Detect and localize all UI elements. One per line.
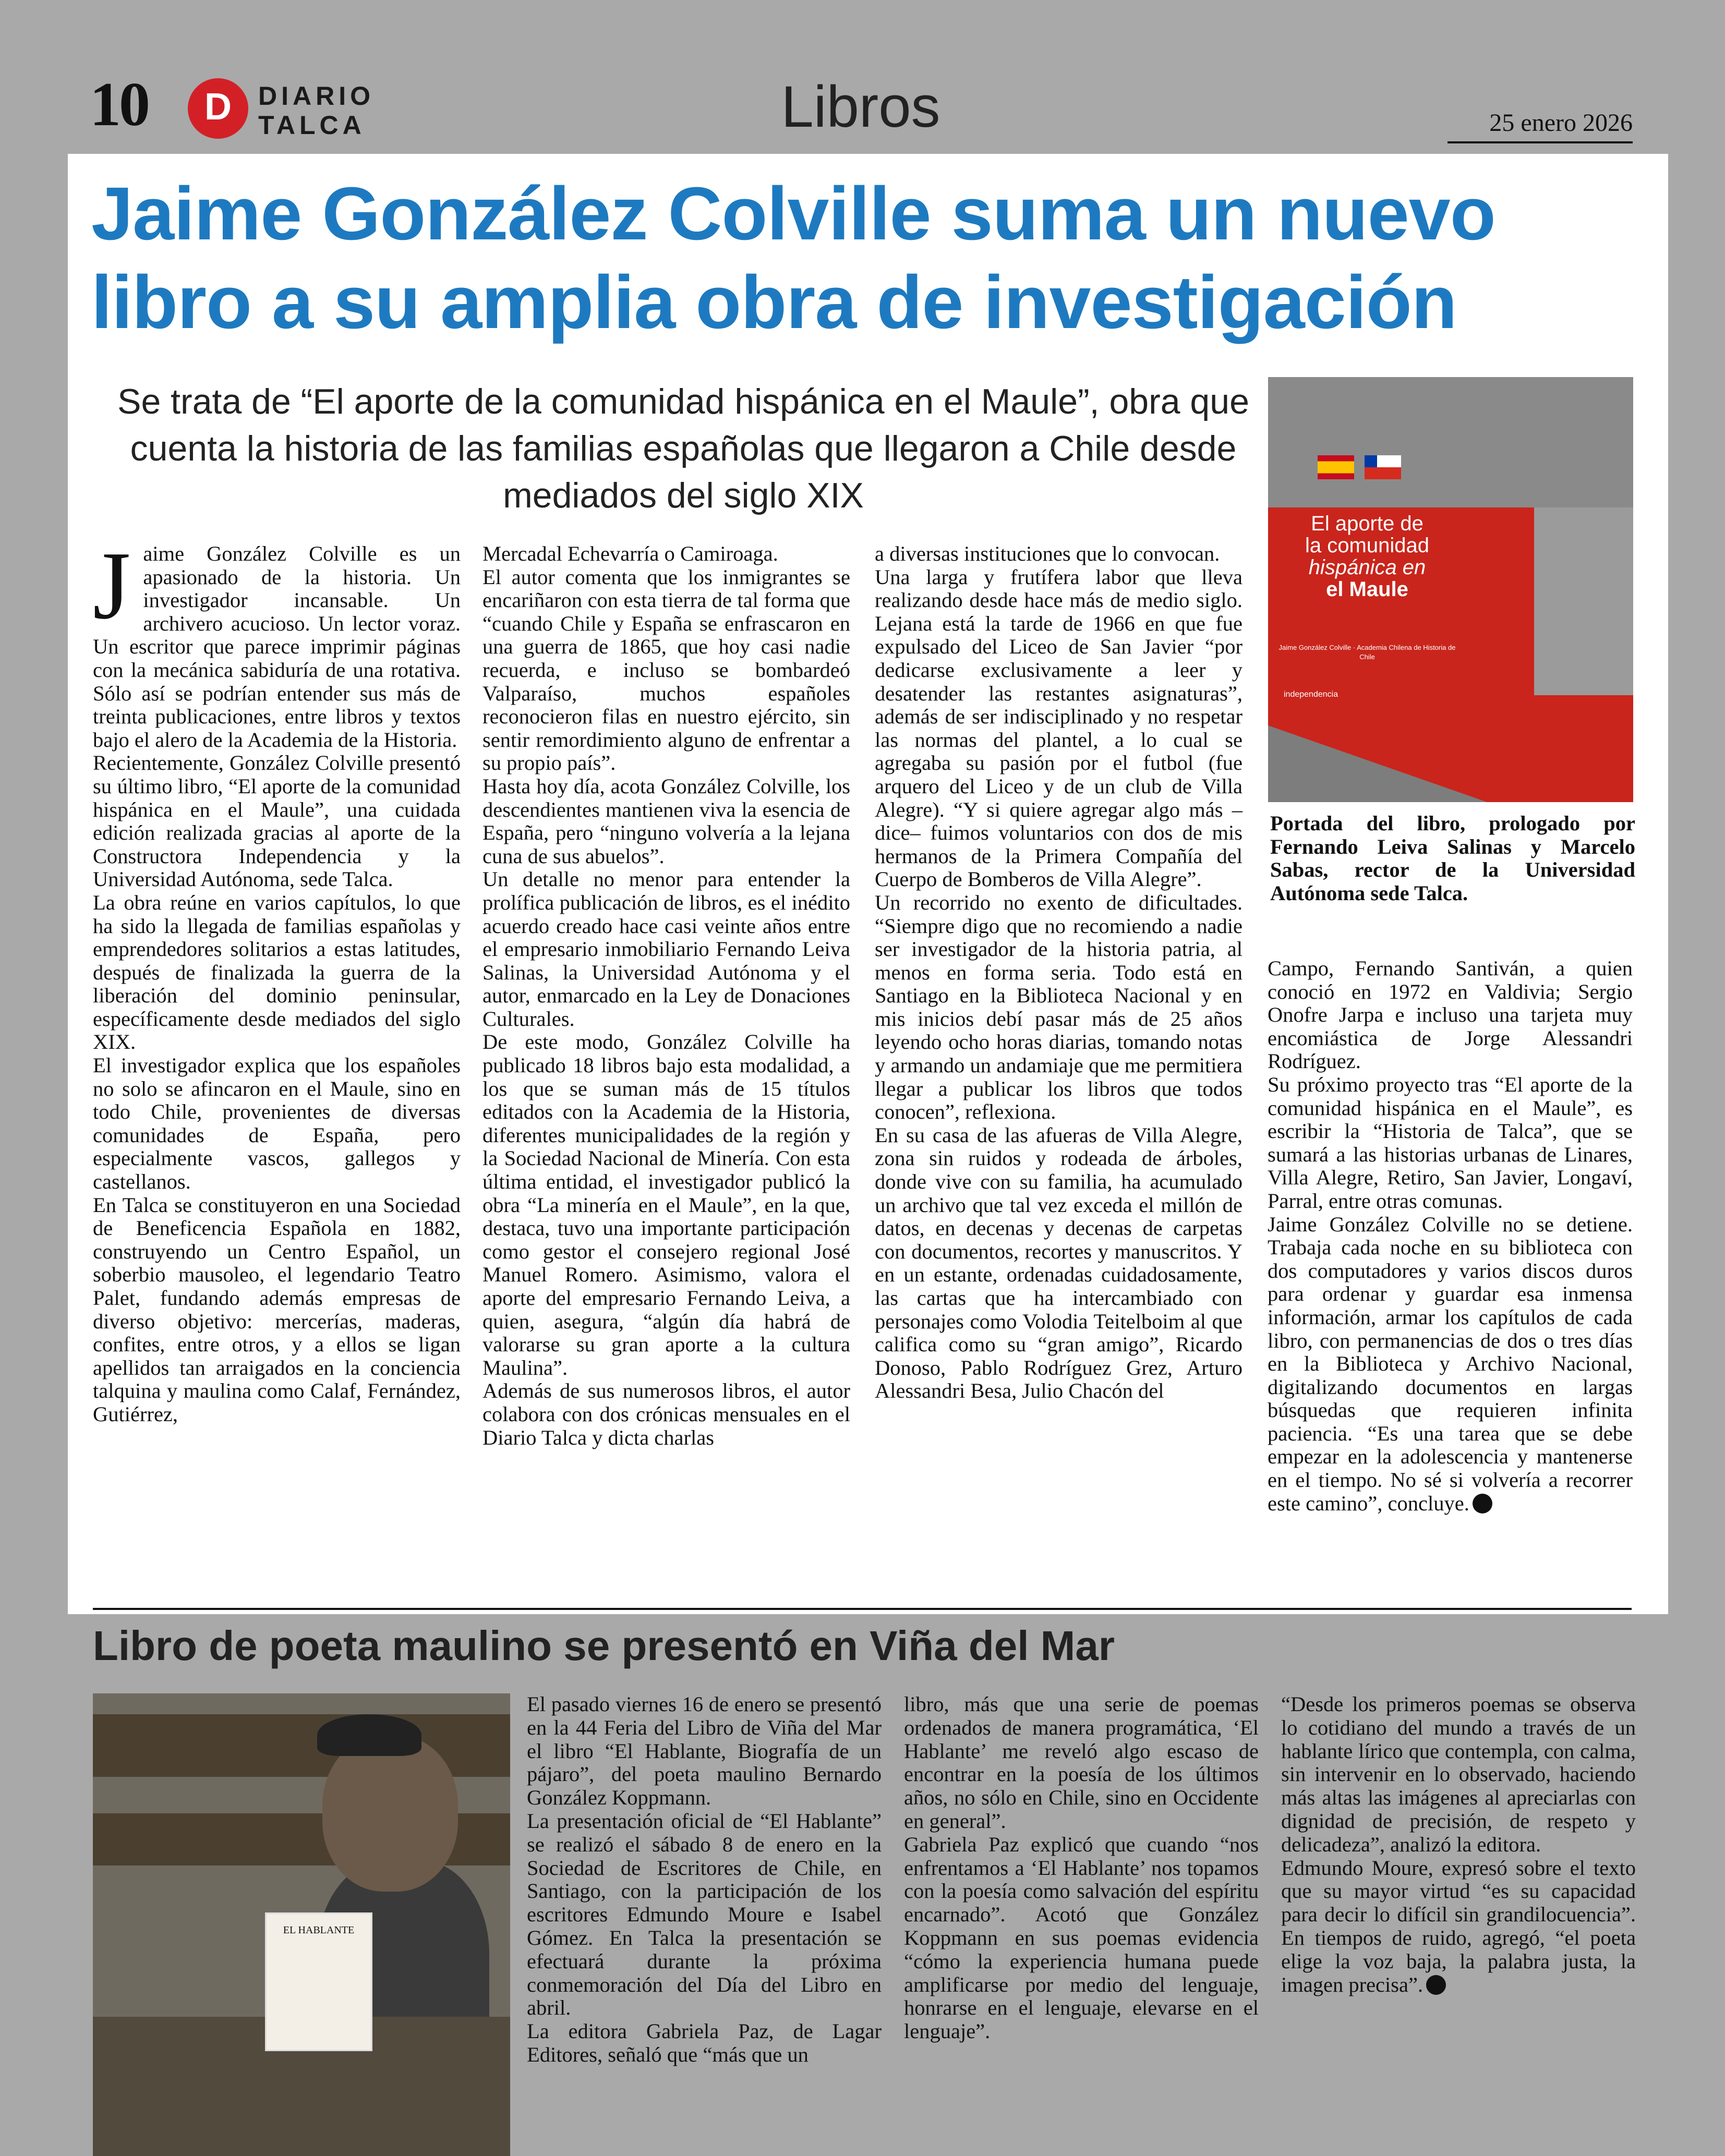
article-subhead: Se trata de “El aporte de la comunidad hispánica en el Maule”, obra que cuenta la historia de las familias españolas que llegaron a Chile desde mediados del siglo XIX xyxy=(117,382,1249,515)
book-cover-authors: Jaime González Colville · Academia Chilena de Historia de Chile xyxy=(1278,644,1456,661)
paragraph: En Talca se constituyeron en una Sociedad de Beneficencia Española en 1882, construyendo un Centro Español, un soberbio mausoleo, el legendario Teatro Palet, fundando además empresas de diverso objetivo: mercerías, maderas, confites, entre otros, y a ellos se ligan apellidos tan arraigados en la conciencia talquina y maulina como Calaf, Fernández, Gutiérrez, xyxy=(93,1193,461,1426)
second-article-column-1 xyxy=(527,1693,882,2067)
book-cover-title: El aporte de la comunidad hispánica en el Maule xyxy=(1305,512,1429,601)
building-photo xyxy=(1534,507,1633,695)
logo-icon: D xyxy=(188,78,248,139)
image-caption: Portada del libro, prologado por Fernando Leiva Salinas y Marcelo Sabas, rector de la Universidad Autónoma sede Talca. xyxy=(1270,811,1635,905)
paragraph: La obra reúne en varios capítulos, lo que ha sido la llegada de familias españolas y emprendedores solitarios a estas latitudes, después de finalizada la guerra de la liberación del dominio peninsular, específicamente desde mediados del siglo XIX. xyxy=(93,890,461,1054)
section-title: Libros xyxy=(781,74,940,139)
end-bullet-icon xyxy=(1426,1975,1446,1995)
page-number: 10 xyxy=(90,69,148,139)
paragraph: a diversas instituciones que lo convocan. xyxy=(875,542,1220,565)
section-divider xyxy=(93,1608,1632,1610)
paragraph: Recientemente, González Colville presentó su último libro, “El aporte de la comunidad hispánica en el Maule”, una cuidada edición realizada gracias al aporte de la Constructora Independencia y la Universidad Autónoma, sede Talca. xyxy=(93,751,461,891)
spain-flag-icon xyxy=(1318,455,1354,479)
second-article-headline: Libro de poeta maulino se presentó en Viña del Mar xyxy=(93,1622,1115,1669)
paragraph: Hasta hoy día, acota González Colville, los descendientes mantienen viva la esencia de España, pero “ninguno volvería a la lejana cuna de sus abuelos”. xyxy=(482,774,850,868)
paragraph: El autor comenta que los inmigrantes se encariñaron con esta tierra de tal forma que “cuando Chile y España se enfrascaron en una guerra de 1865, que hoy casi nadie recuerda, e incluso se bombardeó Valparaíso, muchos españoles reconocieron filas en nuestro ejército, sin sentir remordimiento alguno de enfrentar a su propio país”. xyxy=(482,565,850,775)
article-column-3 xyxy=(875,542,1243,1403)
book-cover-image xyxy=(1268,377,1633,802)
article-column-1 xyxy=(93,532,461,1426)
paragraph: El investigador explica que los españoles no solo se afincaron en el Maule, sino en todo Chile, provenientes de diversas comunidades de España, pero especialmente vascos, gallegos y castellanos. xyxy=(93,1053,461,1194)
paragraph: La editora Gabriela Paz, de Lagar Editores, señaló que “más que un xyxy=(527,2019,882,2066)
end-bullet-icon xyxy=(1473,1494,1492,1513)
paragraph: Una larga y frutífera labor que lleva realizando desde hace más de medio siglo. Lejana está la tarde de 1966 en que fue expulsado del Liceo de San Javier “por dedicarse exclusivamente a leer y desatender las restantes asignaturas”, además de ser indisciplinado y no respetar las normas del plantel, a lo cual se agregaba su pasión por el futbol (fue arquero del Liceo y de un club de Villa Alegre). “Y si quiere agregar algo más –dice– fuimos voluntarios con dos de mis hermanos de la Primera Compañía del Cuerpo de Bomberos de Villa Alegre”. xyxy=(875,565,1243,891)
book-cover-publisher: independencia xyxy=(1284,690,1338,699)
paragraph: Su próximo proyecto tras “El aporte de la comunidad hispánica en el Maule”, es escribir la “Historia de Talca”, que se sumará a las historias urbanas de Linares, Villa Alegre, Retiro, San Javier, Longaví, Parral, entre otras comunas. xyxy=(1268,1072,1633,1213)
paragraph: La presentación oficial de “El Hablante” se realizó el sábado 8 de enero en la Sociedad de Escritores de Chile, en Santiago, con la participación de los escritores Edmundo Moure e Isabel Gómez. En Talca la presentación se efectuará durante la próxima conmemoración del Día del Libro en abril. xyxy=(527,1809,882,2020)
chile-flag-icon xyxy=(1365,455,1401,479)
main-article xyxy=(68,154,1668,1614)
paragraph: Edmundo Moure, expresó sobre el texto que su mayor virtud “es su capacidad para decir lo difícil sin grandilocuencia”. En tiempos de ruido, agregó, “el poeta elige la voz baja, la palabra justa, la imagen precisa”. xyxy=(1281,1856,1636,1996)
poet-hat xyxy=(317,1714,421,1756)
second-article-column-3 xyxy=(1281,1693,1636,1996)
paragraph: Gabriela Paz explicó que cuando “nos enfrentamos a ‘El Hablante’ nos topamos con la poesía como salvación del espíritu encarnado”. Acotó que González Koppmann en sus poemas evidencia “cómo la experiencia humana puede amplificarse por medio del lenguaje, honrarse en el lenguaje, elevarse en el lenguaje”. xyxy=(904,1832,1259,2043)
drop-cap: J xyxy=(93,532,131,639)
poet-face xyxy=(322,1735,458,1892)
street-photo xyxy=(1268,377,1633,507)
article-column-2 xyxy=(482,542,850,1449)
logo-text: DIARIO TALCA xyxy=(258,81,375,140)
paragraph: Un recorrido no exento de dificultades. “Siempre digo que no recomiendo a nadie ser investigador de la historia patria, al menos en forma seria. Todo está en Santiago en la Biblioteca Nacional y en mis inicios debí pasar más de 25 años leyendo ocho horas diarias, tomando notas y armando un andamiaje que me permitiera llegar a publicar los libros que todos conocen”, reflexiona. xyxy=(875,890,1243,1124)
paragraph: “Desde los primeros poemas se observa lo cotidiano del mundo a través de un hablante lírico que contempla, con calma, sin intervenir en lo observado, haciendo más altas las imágenes al apreciarlas con dignidad de precisión, de respeto y delicadeza”, analizó la editora. xyxy=(1281,1692,1636,1856)
paragraph: libro, más que una serie de poemas ordenados de manera programática, ‘El Hablante’ me reveló algo escaso de encontrar en la poesía de los últimos años, no sólo en Chile, sino en Occidente en general”. xyxy=(904,1692,1259,1833)
article-headline: Jaime González Colville suma un nuevo libro a su amplia obra de investigación xyxy=(91,172,1495,344)
paragraph: Además de sus numerosos libros, el autor colabora con dos crónicas mensuales en el Diario Talca y dicta charlas xyxy=(482,1379,850,1449)
page-header xyxy=(0,0,1725,151)
diario-talca-logo xyxy=(188,78,391,141)
paragraph: De este modo, González Colville ha publicado 18 libros bajo esta modalidad, a los que se suman más de 15 títulos editados con la Academia de la Historia, diferentes municipalidades de la región y la Sociedad Nacional de Minería. Con esta última entidad, el investigador publicó la obra “La minería en el Maule”, en la que, destaca, tuvo una importante participación como gestor el consejero regional José Manuel Romero. Asimismo, valora el aporte del empresario Fernando Leiva, a quien, asegura, “algún día habrá de valorarse su gran aporte a la cultura Maulina”. xyxy=(482,1030,850,1379)
paragraph: El pasado viernes 16 de enero se presentó en la 44 Feria del Libro de Viña del Mar el libro “El Hablante, Biografía de un pájaro”, del poeta maulino Bernardo González Koppmann. xyxy=(527,1692,882,1810)
poet-photo xyxy=(93,1693,510,2156)
article-column-4 xyxy=(1268,957,1633,1515)
paragraph: Un detalle no menor para entender la prolífica publicación de libros, es el inédito acuerdo creado hace casi veinte años entre el empresario inmobiliario Fernando Leiva Salinas, la Universidad Autónoma y el autor, enmarcado en la Ley de Donaciones Culturales. xyxy=(482,867,850,1031)
paragraph: Mercadal Echevarría o Camiroaga. xyxy=(482,542,778,565)
paragraph: Jaime González Colville es un apasionado de la historia. Un investigador incansable. Un archivero acucioso. Un lector voraz. Un escritor que parece imprimir páginas con la mecánica sabiduría de una rotativa. Sólo así se podrían entender sus más de treinta publicaciones, entre libros y textos bajo el alero de la Academia de la Historia. xyxy=(93,532,461,752)
paragraph: Campo, Fernando Santiván, a quien conoció en 1972 en Valdivia; Sergio Onofre Jarpa e incluso una tarjeta muy encomiástica de Jorge Alessandri Rodríguez. xyxy=(1268,956,1633,1073)
issue-date: 25 enero 2026 xyxy=(1447,108,1633,143)
paragraph: En su casa de las afueras de Villa Alegre, zona sin ruidos y rodeada de árboles, donde vive con su familia, ha acumulado un archivo que tal vez exceda el millón de datos, en decenas y decenas de carpetas con documentos, recortes y manuscritos. Y en un estante, ordenadas cuidadosamente, las cartas que ha intercambiado con personajes como Volodia Teitelboim al que califica como su “gran amigo”, Ricardo Donoso, Pablo Rodríguez Grez, Arturo Alessandri Besa, Julio Chacón del xyxy=(875,1123,1243,1403)
paragraph: Jaime González Colville no se detiene. Trabaja cada noche en su biblioteca con dos computadores y varios discos duros para ordenar y guardar esa inmensa información, armar los capítulos de cada libro, con permanencias de dos o tres días en la Biblioteca y Archivo Nacional, digitalizando documentos en largas búsquedas que requieren infinita paciencia. “Es una tarea que se debe empezar en la adolescencia y mantenerse en el tiempo. No sé si volvería a recorrer este camino”, concluye. xyxy=(1268,1212,1633,1515)
held-book: EL HABLANTE xyxy=(265,1912,372,2051)
second-article-column-2 xyxy=(904,1693,1259,2043)
flags xyxy=(1318,455,1401,481)
